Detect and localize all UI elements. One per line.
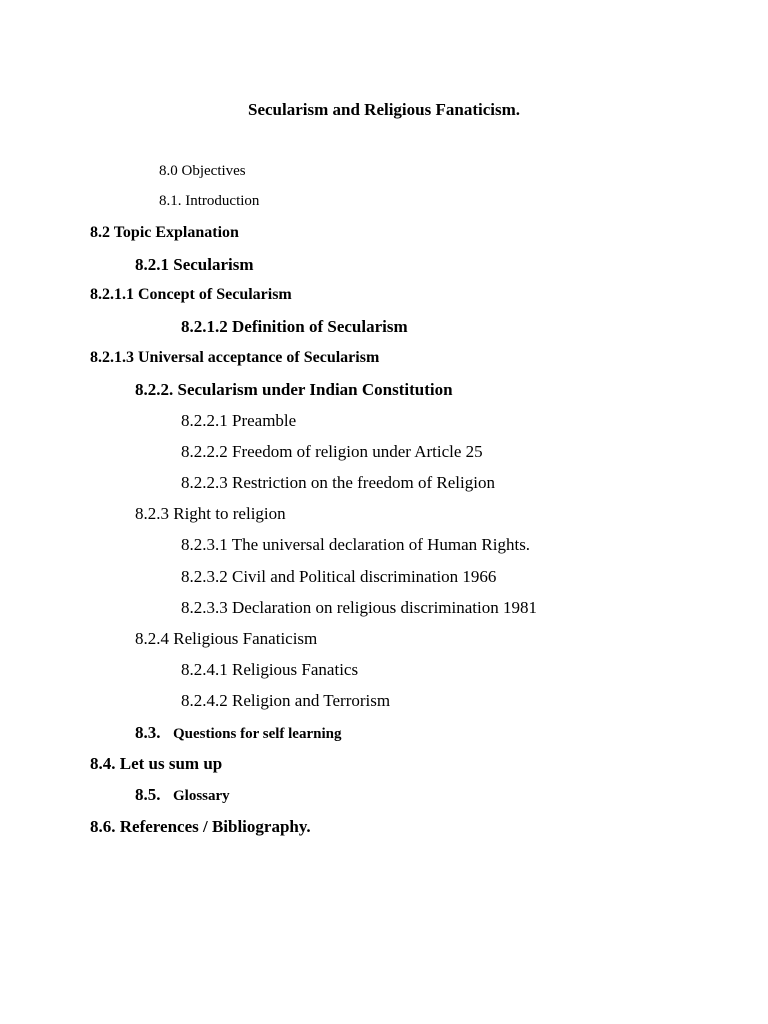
toc-label: Questions for self learning <box>173 726 342 742</box>
toc-item-universal-acceptance: 8.2.1.3 Universal acceptance of Secularism <box>90 349 380 366</box>
toc-item-indian-constitution: 8.2.2. Secularism under Indian Constitution <box>135 380 453 399</box>
toc-item-religion-terrorism: 8.2.4.2 Religion and Terrorism <box>181 691 391 710</box>
toc-number: 8.5. <box>135 785 161 804</box>
toc-label: Glossary <box>173 788 230 804</box>
toc-item-article-25: 8.2.2.2 Freedom of religion under Article 25 <box>181 442 483 461</box>
document-title: Secularism and Religious Fanaticism. <box>247 100 520 119</box>
toc-item-declaration-1981: 8.2.3.3 Declaration on religious discrimination 1981 <box>181 598 537 617</box>
toc-item-questions <box>135 724 341 742</box>
toc-item-religious-fanaticism: 8.2.4 Religious Fanaticism <box>135 629 318 648</box>
toc-item-glossary <box>135 786 230 804</box>
toc-number: 8.3. <box>135 723 161 742</box>
toc-item-sum-up: 8.4. Let us sum up <box>90 754 223 773</box>
toc-item-concept-of-secularism: 8.2.1.1 Concept of Secularism <box>90 286 292 303</box>
toc-item-civil-political: 8.2.3.2 Civil and Political discrimination 1966 <box>181 567 497 586</box>
toc-item-restriction: 8.2.2.3 Restriction on the freedom of Religion <box>181 473 495 492</box>
toc-item-right-to-religion: 8.2.3 Right to religion <box>135 504 286 523</box>
toc-item-definition-of-secularism: 8.2.1.2 Definition of Secularism <box>181 317 408 336</box>
toc-item-preamble: 8.2.2.1 Preamble <box>181 411 297 430</box>
toc-item-topic-explanation: 8.2 Topic Explanation <box>90 224 239 241</box>
toc-item-udhr: 8.2.3.1 The universal declaration of Human Rights. <box>181 535 531 554</box>
toc-item-objectives: 8.0 Objectives <box>159 163 246 179</box>
toc-item-introduction: 8.1. Introduction <box>159 193 260 209</box>
toc-item-references: 8.6. References / Bibliography. <box>90 817 311 836</box>
toc-item-religious-fanatics: 8.2.4.1 Religious Fanatics <box>181 660 359 679</box>
toc-item-secularism: 8.2.1 Secularism <box>135 255 254 274</box>
